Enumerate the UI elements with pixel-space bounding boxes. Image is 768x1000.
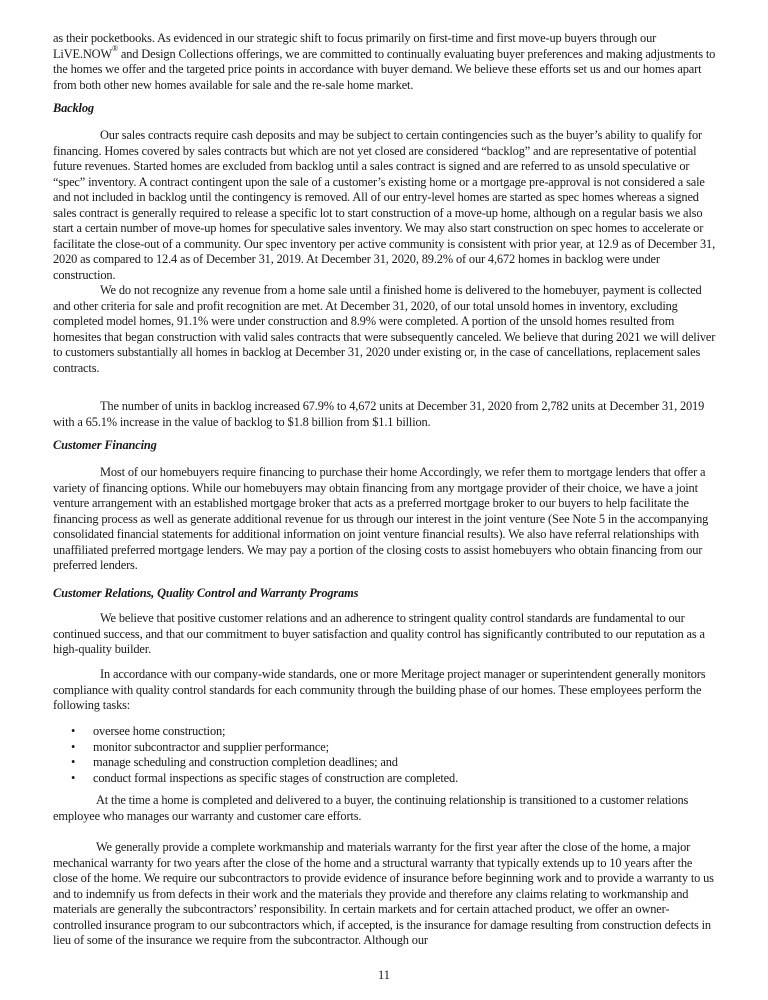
warranty-paragraph: We generally provide a complete workmanship and materials warranty for the first year after the close of the home, a major mechanical warranty for two years after the close of the home and a structural warranty that typically extends up to 10 years after the close of the home. We require our subcontractors to provide evidence of insurance before beginning work and to provide a warranty to us and to indemnify us from defects in their work and the materials they provide and therefore any claims relating to workmanship and materials are generally the subcontractors’ responsibility. In certain markets and for certain attached product, we offer an owner-controlled insurance program to our subcontractors which, if accepted, is the insurance for damage resulting from construction defects in lieu of some of the insurance we require from the subcontractor. Although our [53,840,714,947]
intro-paragraph [53,31,717,93]
registered-mark: ® [112,44,118,54]
customer-relations-paragraph-1: We believe that positive customer relations and an adherence to stringent quality control standards are fundamental to our continued success, and that our commitment to buyer satisfaction and quality control has significantly contributed to our reputation as a high-quality builder. [53,611,705,656]
page-number: 11 [378,968,390,982]
bullet-icon: • [71,739,76,754]
bullet-item [53,755,717,771]
bullet-text: monitor subcontractor and supplier performance; [93,739,329,754]
bullet-item [53,740,717,756]
section-heading-backlog: Backlog [53,101,94,115]
backlog-paragraph-1: Our sales contracts require cash deposits and may be subject to certain contingencies such as the buyer’s ability to qualify for financing. Homes covered by sales contracts but which are not yet closed are considered “backlog” and are representative of potential future revenues. Started homes are excluded from backlog until a sales contract is signed and are referred to as unsold speculative or “spec” inventory. A contract contingent upon the sale of a customer’s existing home or a mortgage pre-approval is not considered a sale and not included in backlog until the contingency is removed. All of our entry-level homes are started as spec homes whereas a signed sales contract is generally required to release a specific lot to start construction of a move-up home, although on a regular basis we also start a certain number of move-up homes for speculative sales inventory. We may also start construction on spec homes to accelerate or facilitate the close-out of a community. Our spec inventory per active community is consistent with prior year, at 12.9 as of December 31, 2020 as compared to 12.4 as of December 31, 2019. At December 31, 2020, 89.2% of our 4,672 homes in backlog were under construction. [53,128,716,282]
bullet-item [53,771,717,787]
section-heading-customer-relations: Customer Relations, Quality Control and Warranty Programs [53,586,359,600]
backlog-paragraph-3: The number of units in backlog increased 67.9% to 4,672 units at December 31, 2020 from 2,782 units at December 31, 2019 with a 65.1% increase in the value of backlog to $1.8 billion from $1.1 billion. [53,399,705,429]
customer-relations-paragraph-3: At the time a home is completed and delivered to a buyer, the continuing relationship is transitioned to a customer relations employee who manages our warranty and customer care efforts. [53,793,689,823]
intro-text-part1: as their pocketbooks. As evidenced in our strategic shift to focus primarily on first-time and first move-up buyers through our LiVE.NOW [53,31,657,61]
bullet-text: conduct formal inspections as specific stages of construction are completed. [93,770,459,785]
bullet-text: oversee home construction; [93,724,226,738]
bullet-icon: • [71,770,76,785]
customer-relations-paragraph-2: In accordance with our company-wide standards, one or more Meritage project manager or superintendent generally monitors compliance with quality control standards for each community through the building phase of our homes. These employees perform the following tasks: [53,667,706,712]
section-heading-customer-financing: Customer Financing [53,438,157,452]
intro-text-part2: and Design Collections offerings, we are committed to continually evaluating buyer preferences and making adjustments to the homes we offer and the targeted price points in accordance with buyer demand. We believe these efforts set us and our homes apart from both other new homes available for sale and the re-sale home market. [53,46,716,92]
task-bullet-list [53,724,717,786]
bullet-icon: • [71,755,76,769]
backlog-paragraph-2: We do not recognize any revenue from a home sale until a finished home is delivered to the homebuyer, payment is collected and other criteria for sale and profit recognition are met. At December 31, 2020, of our total unsold homes in inventory, excluding completed model homes, 91.1% were under construction and 8.9% were completed. A portion of the unsold homes resulted from homesites that began construction with valid sales contracts that were subsequently canceled. We believe that during 2021 we will deliver to customers substantially all homes in backlog at December 31, 2020 under existing or, in the case of cancellations, replacement sales contracts. [53,283,716,375]
bullet-item [53,724,717,740]
customer-financing-paragraph: Most of our homebuyers require financing to purchase their home Accordingly, we refer them to mortgage lenders that offer a variety of financing options. While our homebuyers may obtain financing from any mortgage provider of their choice, we have a joint venture arrangement with an established mortgage broker that acts as a preferred mortgage broker to our buyers to help facilitate the financing process as well as generate additional revenue for us through our interest in the joint venture (See Note 5 in the accompanying consolidated financial statements for additional information on joint venture financial results). We also have referral relationships with unaffiliated preferred mortgage lenders. We may pay a portion of the closing costs to assist homebuyers who obtain financing from our preferred lenders. [53,465,709,572]
bullet-text: manage scheduling and construction completion deadlines; and [93,755,398,769]
bullet-icon: • [71,724,76,738]
